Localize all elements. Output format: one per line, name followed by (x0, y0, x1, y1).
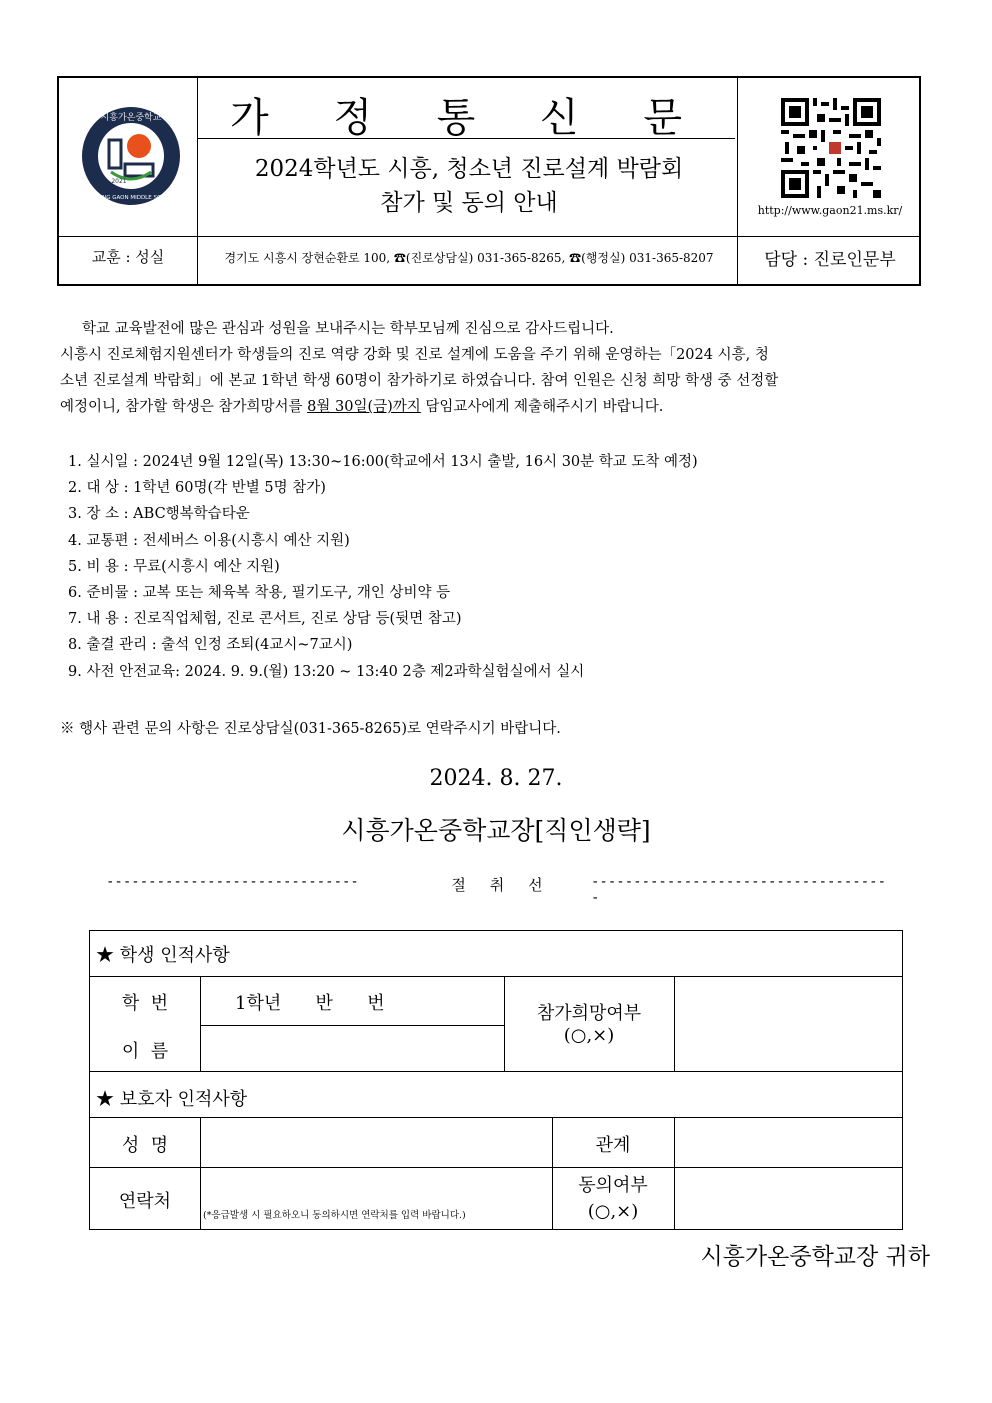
cut-line (106, 874, 887, 906)
form-line (200, 1025, 504, 1026)
info-row-divider (59, 236, 919, 237)
detail-content: 7. 내 용 : 진로직업체험, 진로 콘서트, 진로 상담 등(뒷면 참고) (68, 611, 462, 628)
intro-line-3: 소년 진로설계 박람회」에 본교 1학년 학생 60명이 참가하기로 하였습니다. 참여 인원은 신청 희망 학생 중 선정할 (60, 373, 779, 389)
page-title: 가 정 통 신 문 (229, 95, 709, 141)
closing-recipient: 시흥가온중학교장 귀하 (700, 1244, 930, 1270)
relation-label: 관계 (595, 1135, 631, 1156)
inquiry-note: ※ 행사 관련 문의 사항은 진로상담실(031-365-8265)로 연락주시기 바랍니다. (60, 721, 561, 737)
letter-header (57, 76, 921, 286)
student-id-field[interactable]: 1학년 반 번 (235, 993, 385, 1014)
cut-line-left: ------------------------------ (106, 874, 359, 890)
header-divider-left (197, 78, 198, 286)
logo-name: 시흥가온중학교 (100, 113, 162, 123)
event-details-list (68, 449, 928, 685)
notice-subtitle (199, 152, 739, 220)
intro-line-4 (60, 394, 928, 420)
school-motto: 교훈 : 성실 (91, 248, 165, 266)
intro-line-4-start: 예정이니, 참가할 학생은 참가희망서를 (60, 399, 308, 415)
school-url[interactable]: http://www.gaon21.ms.kr/ (757, 204, 903, 217)
cut-line-right: ------------------------------------ (591, 874, 887, 906)
cut-line-label: 절 취 선 (451, 876, 543, 894)
consent-form (89, 930, 903, 1230)
student-id-label: 학 번 (121, 993, 169, 1014)
student-name-field[interactable] (202, 1029, 502, 1069)
subtitle-line-1: 2024학년도 시흥, 청소년 진로설계 박람회 (254, 156, 684, 182)
contact-note: (*응급발생 시 필요하오니 동의하시면 연락처를 입력 바랍니다.) (203, 1210, 466, 1221)
contact-label: 연락처 (118, 1191, 172, 1212)
form-line (90, 1117, 902, 1118)
logo-year: 2021 (111, 178, 127, 185)
form-line (674, 1117, 675, 1229)
participation-options: (○,×) (563, 1025, 615, 1046)
detail-date: 1. 실시일 : 2024년 9월 12일(목) 13:30~16:00(학교에서 13시 출발, 16시 30분 학교 도착 예정) (68, 454, 698, 470)
detail-cost: 5. 비 용 : 무료(시흥시 예산 지원) (68, 558, 280, 575)
relation-field[interactable] (676, 1119, 900, 1165)
guardian-name-label: 성 명 (121, 1135, 169, 1156)
form-line (200, 976, 201, 1071)
submission-deadline: 8월 30일(금)까지 (307, 399, 421, 415)
form-line (200, 1117, 201, 1229)
responsible-department: 담당 : 진로인문부 (764, 250, 896, 270)
consent-field[interactable] (676, 1169, 900, 1227)
detail-safety-training: 9. 사전 안전교육: 2024. 9. 9.(월) 13:20 ~ 13:40 2층 제2과학실험실에서 실시 (68, 663, 585, 680)
qr-code-icon (781, 98, 881, 198)
detail-supplies: 6. 준비물 : 교복 또는 체육복 착용, 필기도구, 개인 상비약 등 (68, 585, 451, 602)
detail-place: 3. 장 소 : ABC행복학습타운 (68, 506, 250, 523)
form-line (674, 976, 675, 1071)
form-line (90, 1167, 902, 1168)
student-section-header: ★ 학생 인적사항 (96, 945, 230, 966)
guardian-name-field[interactable] (202, 1119, 550, 1165)
intro-line-2: 시흥시 진로체험지원센터가 학생들의 진로 역량 강화 및 진로 설계에 도움을 주기 위해 운영하는「2024 시흥, 청 (60, 347, 769, 363)
consent-label: 동의여부 (578, 1175, 648, 1196)
logo-english-name: SIHEUNG GAON MIDDLE SCHOOL (85, 195, 177, 201)
subtitle-line-2: 참가 및 동의 안내 (380, 190, 558, 216)
intro-paragraph (60, 316, 928, 420)
detail-target: 2. 대 상 : 1학년 60명(각 반별 5명 참가) (68, 480, 326, 497)
consent-options: (○,×) (587, 1201, 639, 1222)
form-line (90, 976, 902, 977)
guardian-section-header: ★ 보호자 인적사항 (96, 1089, 248, 1110)
participation-field[interactable] (676, 978, 900, 1069)
principal-signature: 시흥가온중학교장[직인생략] (341, 816, 651, 845)
form-line (90, 1071, 902, 1072)
school-emblem-icon (81, 106, 181, 206)
detail-attendance: 8. 출결 관리 : 출석 인정 조퇴(4교시~7교시) (68, 637, 353, 654)
school-address: 경기도 시흥시 장현순환로 100, ☎(진로상담실) 031-365-8265, ☎(행정실) 031-365-8207 (224, 251, 714, 265)
participation-label: 참가희망여부 (536, 1003, 642, 1024)
detail-transport: 4. 교통편 : 전세버스 이용(시흥시 예산 지원) (68, 532, 350, 549)
intro-line-4-end: 담임교사에게 제출해주시기 바랍니다. (420, 399, 664, 415)
intro-line-1: 학교 교육발전에 많은 관심과 성원을 보내주시는 학부모님께 진심으로 감사드립니다. (82, 321, 614, 337)
issue-date: 2024. 8. 27. (429, 766, 563, 791)
student-name-label: 이 름 (121, 1041, 169, 1062)
